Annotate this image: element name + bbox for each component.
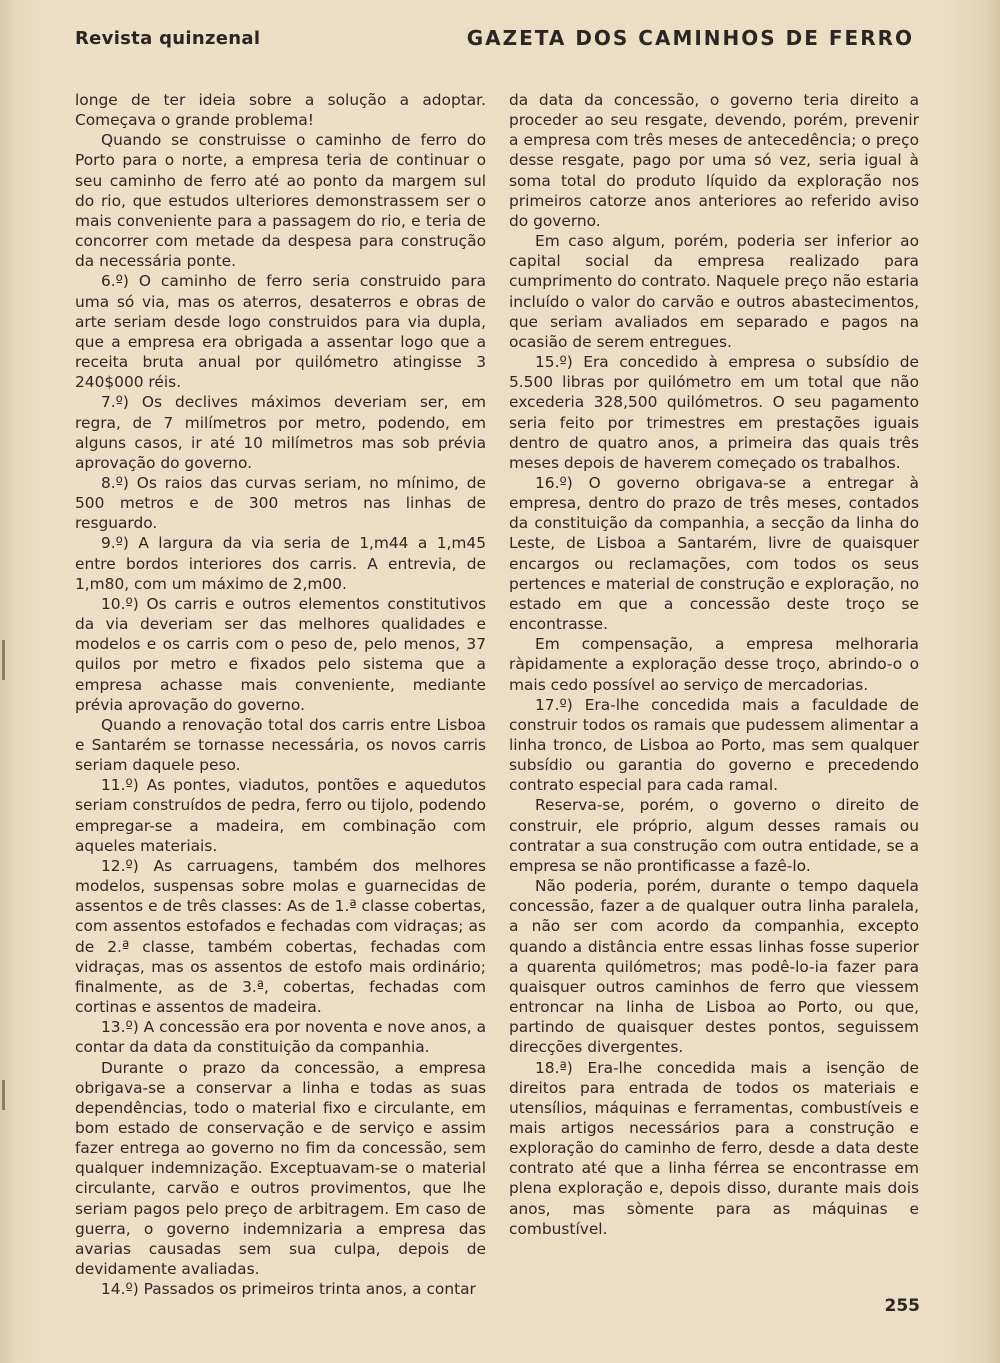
paragraph: Em compensação, a empresa melhoraria ràpidamente a exploração desse troço, abrindo-o o mais cedo possível ao serviço de mercadorias. [509, 635, 919, 694]
left-text-column [75, 90, 486, 1299]
header-publication-frequency: Revista quinzenal [75, 28, 261, 49]
paragraph: 9.º) A largura da via seria de 1,m44 a 1,m45 entre bordos interiores dos carris. A entrevia, de 1,m80, com um máximo de 2,m00. [75, 534, 486, 593]
paragraph: 11.º) As pontes, viadutos, pontões e aquedutos seriam construídos de pedra, ferro ou tijolo, podendo empregar-se a madeira, em combinação com aqueles materiais. [75, 776, 486, 855]
paragraph: longe de ter ideia sobre a solução a adoptar. Começava o grande problema! [75, 91, 486, 130]
paragraph: Quando a renovação total dos carris entre Lisboa e Santarém se tornasse necessária, os novos carris seriam daquele peso. [75, 715, 486, 775]
paragraph: 15.º) Era concedido à empresa o subsídio de 5.500 libras por quilómetro em um total que não excederia 328,500 quilómetros. O seu pagamento seria feito por trimestres em prestações iguais dentro de quatro anos, a primeira das quais três meses depois de haverem começado os trabalhos. [509, 353, 919, 472]
paragraph: Durante o prazo da concessão, a empresa obrigava-se a conservar a linha e todas as suas dependências, todo o material fixo e circulante, em bom estado de conservação e de serviço e assim fazer entrega ao governo no fim da concessão, sem qualquer indemnização. Exceptuavam-se o material circulante, carvão e outros provimentos, que lhe seriam pagos pelo preço de arbitragem. Em caso de guerra, o governo indemnizaria a empresa das avarias causadas sem sua culpa, depois de devidamente avaliadas. [75, 1058, 486, 1279]
paragraph: 18.ª) Era-lhe concedida mais a isenção de direitos para entrada de todos os materiais e utensílios, máquinas e ferramentas, combustíveis e mais artigos necessários para a construção e exploração do caminho de ferro, desde a data deste contrato até que a linha férrea se encontrasse em plena exploração e, depois disso, durante mais dois anos, mas sòmente para as máquinas e combustível. [509, 1058, 919, 1238]
paragraph: da data da concessão, o governo teria direito a proceder ao seu resgate, devendo, porém, prevenir a empresa com três meses de antecedência; o preço desse resgate, pago por uma só vez, seria igual à soma total do produto líquido da exploração nos primeiros catorze anos anteriores ao referido aviso do governo. [509, 91, 919, 230]
paragraph: Em caso algum, porém, poderia ser inferior ao capital social da empresa realizado para cumprimento do contrato. Naquele preço não estaria incluído o valor do carvão e outros abastecimentos, que seriam avaliados em separado e pagos na ocasião de serem entregues. [509, 232, 919, 351]
paragraph: Reserva-se, porém, o governo o direito de construir, ele próprio, algum desses ramais ou contratar a sua construção com outra entidade, se a empresa se não prontificasse a fazê-lo. [509, 796, 919, 875]
paragraph: Não poderia, porém, durante o tempo daquela concessão, fazer a de qualquer outra linha paralela, a não ser com acordo da companhia, excepto quando a distância entre essas linhas fosse superior a quarenta quilómetros; mas podê-lo-ia fazer para quaisquer outros caminhos de ferro que viessem entroncar na linha de Lisboa ao Porto, ou que, partindo de quaisquer destes pontos, seguissem direcções divergentes. [509, 877, 919, 1057]
binding-edge-mark [2, 640, 5, 680]
paragraph: 16.º) O governo obrigava-se a entregar à empresa, dentro do prazo de três meses, contados da constituição da companhia, a secção da linha do Leste, de Lisboa a Santarém, livre de quaisquer encargos ou reclamações, com todos os seus pertences e material de construção e exploração, no estado em que a concessão deste troço se encontrasse. [509, 473, 919, 634]
paragraph: 10.º) Os carris e outros elementos constitutivos da via deveriam ser das melhores qualidades e modelos e os carris com o peso de, pelo menos, 37 quilos por metro e fixados pelo sistema que a empresa achasse mais conveniente, mediante prévia aprovação do governo. [75, 594, 486, 714]
right-text-column [509, 90, 919, 1239]
page-number: 255 [884, 1296, 920, 1316]
paragraph: 13.º) A concessão era por noventa e nove anos, a contar da data da constituição da companhia. [75, 1018, 486, 1057]
paragraph: 7.º) Os declives máximos deveriam ser, em regra, de 7 milímetros por metro, podendo, em alguns casos, ir até 10 milímetros mas sob prévia aprovação do governo. [75, 393, 486, 472]
binding-edge-mark [2, 1080, 5, 1110]
paragraph: Quando se construisse o caminho de ferro do Porto para o norte, a empresa teria de continuar o seu caminho de ferro até ao ponto da margem sul do rio, que estudos ulteriores demonstrassem ser o mais conveniente para a passagem do rio, e teria de concorrer com metade da despesa para construção da necessária ponte. [75, 131, 486, 271]
paragraph: 6.º) O caminho de ferro seria construido para uma só via, mas os aterros, desaterros e obras de arte seriam desde logo construidos para via dupla, que a empresa era obrigada a assentar logo que a receita bruta anual por quilómetro atingisse 3 240$000 réis. [75, 272, 486, 392]
paragraph: 14.º) Passados os primeiros trinta anos, a contar [101, 1280, 476, 1299]
paragraph: 12.º) As carruagens, também dos melhores modelos, suspensas sobre molas e guarnecidas de assentos e de três classes: As de 1.ª classe cobertas, com assentos estofados e fechadas com vidraças; as de 2.ª classe, também cobertas, fechadas com vidraças, mas os assentos de estofo mais ordinário; finalmente, as de 3.ª, cobertas, fechadas com cortinas e assentos de madeira. [75, 856, 486, 1017]
header-journal-title: GAZETA DOS CAMINHOS DE FERRO [466, 26, 914, 50]
paragraph: 17.º) Era-lhe concedida mais a faculdade de construir todos os ramais que pudessem alimentar a linha tronco, de Lisboa ao Porto, mas sem qualquer subsídio ou garantia do governo e precedendo contrato especial para cada ramal. [509, 695, 919, 795]
paragraph: 8.º) Os raios das curvas seriam, no mínimo, de 500 metros e de 300 metros nas linhas de resguardo. [75, 473, 486, 533]
